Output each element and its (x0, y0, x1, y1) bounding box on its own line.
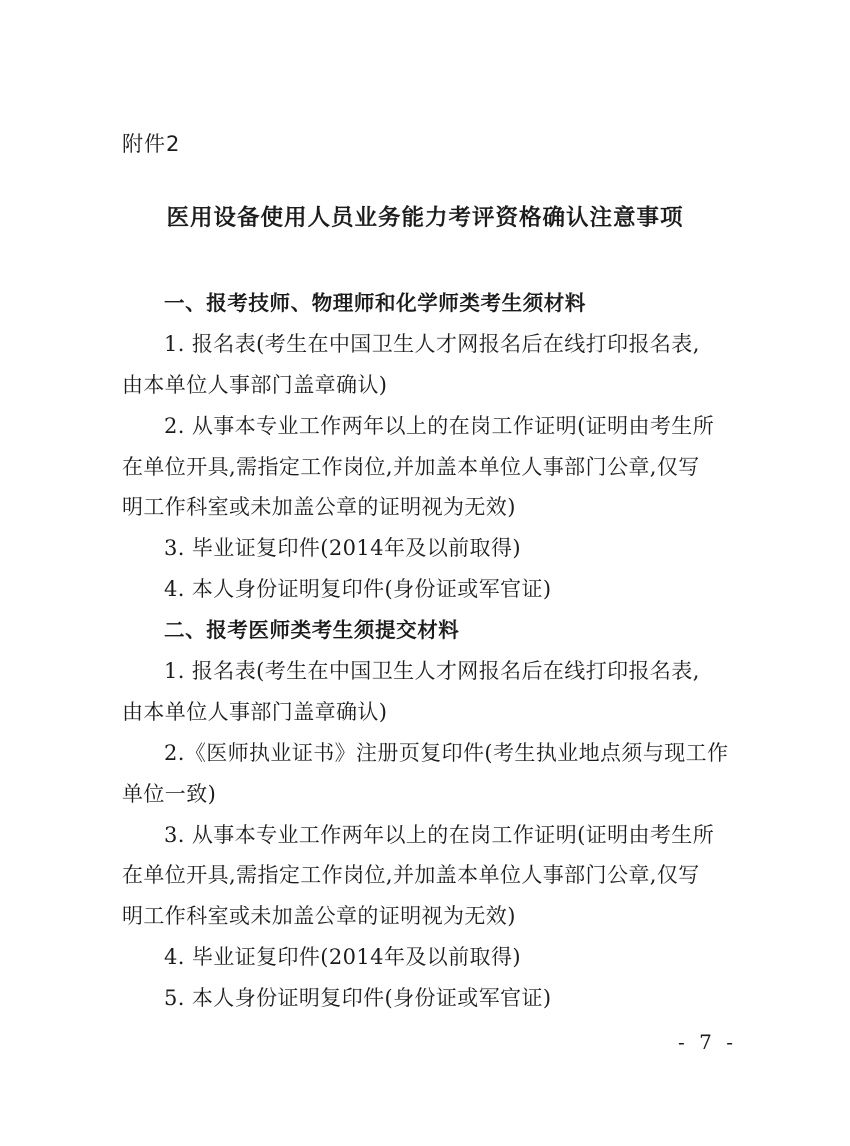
paragraph-line: 2.《医师执业证书》注册页复印件(考生执业地点须与现工作 (164, 740, 729, 765)
paragraph-line: 由本单位人事部门盖章确认) (122, 699, 388, 724)
paragraph-line: 明工作科室或未加盖公章的证明视为无效) (122, 495, 516, 520)
paragraph-line: 由本单位人事部门盖章确认) (122, 372, 388, 397)
section-heading: 二、报考医师类考生须提交材料 (164, 618, 460, 643)
paragraph-line: 1. 报名表(考生在中国卫生人才网报名后在线打印报名表, (164, 331, 700, 356)
attachment-label: 附件2 (122, 132, 181, 156)
paragraph-line: 3. 从事本专业工作两年以上的在岗工作证明(证明由考生所 (164, 822, 715, 847)
document-title: 医用设备使用人员业务能力考评资格确认注意事项 (166, 205, 684, 231)
paragraph-line: 1. 报名表(考生在中国卫生人才网报名后在线打印报名表, (164, 659, 700, 684)
paragraph-line: 2. 从事本专业工作两年以上的在岗工作证明(证明由考生所 (164, 413, 715, 438)
paragraph-line: 单位一致) (122, 781, 217, 806)
paragraph-line: 3. 毕业证复印件(2014年及以前取得) (164, 536, 521, 561)
paragraph-line: 5. 本人身份证明复印件(身份证或军官证) (164, 986, 552, 1011)
page-number: - 7 - (678, 1030, 737, 1054)
paragraph-line: 在单位开具,需指定工作岗位,并加盖本单位人事部门公章,仅写 (122, 863, 700, 888)
paragraph-line: 4. 毕业证复印件(2014年及以前取得) (164, 945, 521, 970)
document-body (122, 283, 737, 1019)
section-heading: 一、报考技师、物理师和化学师类考生须材料 (164, 291, 586, 315)
paragraph-line: 在单位开具,需指定工作岗位,并加盖本单位人事部门公章,仅写 (122, 454, 700, 479)
paragraph-line: 明工作科室或未加盖公章的证明视为无效) (122, 904, 516, 929)
paragraph-line: 4. 本人身份证明复印件(身份证或军官证) (164, 577, 552, 602)
